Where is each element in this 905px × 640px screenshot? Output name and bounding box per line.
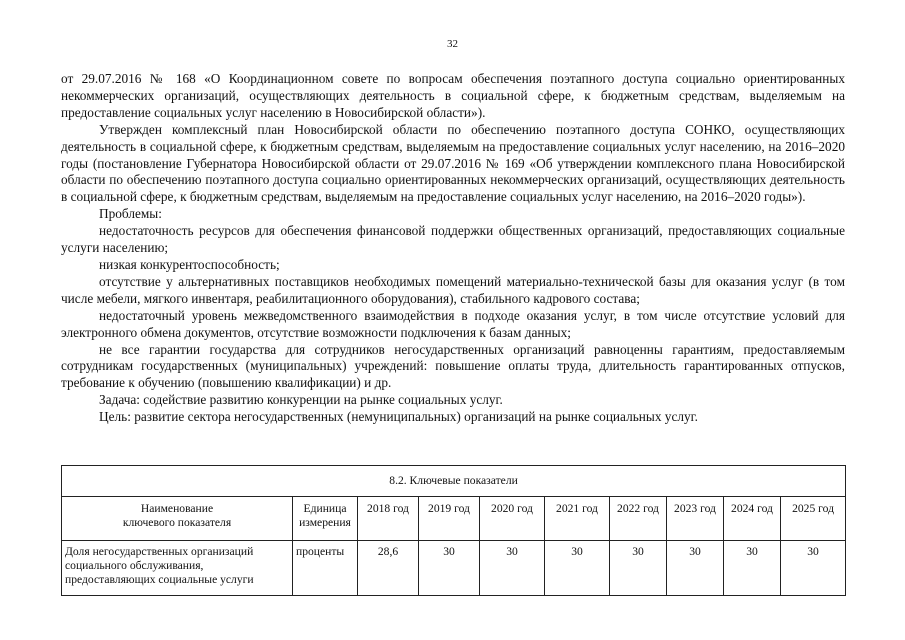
column-header-year: 2023 год <box>667 497 724 541</box>
paragraph: от 29.07.2016 № 168 «О Координационном совете по вопросам обеспечения поэтапного доступа социально ориентированных некоммерческих организаций, осуществляющих деятельность в социальной сфере, к бюджетным средствам, выделяемым на предоставление социальных услуг населению в Новосибирской области»). <box>61 71 845 120</box>
problems-heading: Проблемы: <box>99 206 162 222</box>
column-header-unit: Единица измерения <box>293 497 358 541</box>
column-header-name: Наименование ключевого показателя <box>62 497 293 541</box>
table-row <box>62 541 846 596</box>
problem-item: не все гарантии государства для сотрудников негосударственных организаций равноценны гарантиям, предоставляемым сотрудникам государственных (муниципальных) учреждений: повышение оплаты труда, длительность гарантированных отпусков, требование к обучению (повышению квалификации) и др. <box>61 341 845 391</box>
page-number: 32 <box>447 38 458 50</box>
column-header-year: 2025 год <box>781 497 846 541</box>
problem-item: недостаточность ресурсов для обеспечения финансовой поддержки общественных организаций, предоставляющих социальные услуги населению; <box>61 223 845 256</box>
goal-statement: Цель: развитие сектора негосударственных (немуниципальных) организаций на рынке социальных услуг. <box>99 409 698 425</box>
table-header-row <box>62 497 846 541</box>
column-header-year: 2021 год <box>545 497 610 541</box>
body-text <box>61 71 845 426</box>
indicator-value: 30 <box>419 541 480 596</box>
problem-item: недостаточный уровень межведомственного взаимодействия в подходе оказания услуг, в том числе отсутствие условий для электронного обмена документов, отсутствие возможности подключения к базам данных; <box>61 307 845 340</box>
problem-item: отсутствие у альтернативных поставщиков необходимых помещений материально-технической базы для оказания услуг (в том числе мебели, мягкого инвентаря, реабилитационного оборудования), стабильного кадрового состава; <box>61 273 845 306</box>
indicator-value: 30 <box>545 541 610 596</box>
column-header-year: 2020 год <box>480 497 545 541</box>
column-header-year: 2024 год <box>724 497 781 541</box>
key-indicators-table <box>61 465 846 596</box>
indicator-value: 30 <box>724 541 781 596</box>
problem-item: низкая конкурентоспособность; <box>99 256 280 272</box>
indicator-unit: проценты <box>293 541 358 596</box>
column-header-year: 2019 год <box>419 497 480 541</box>
indicator-name: Доля негосударственных организаций социального обслуживания, предоставляющих социальные услуги <box>62 541 293 596</box>
indicator-value: 30 <box>781 541 846 596</box>
column-header-year: 2018 год <box>358 497 419 541</box>
task-statement: Задача: содействие развитию конкуренции на рынке социальных услуг. <box>99 392 503 408</box>
indicator-value: 30 <box>667 541 724 596</box>
indicator-value: 30 <box>480 541 545 596</box>
indicator-value: 30 <box>610 541 667 596</box>
indicator-value: 28,6 <box>358 541 419 596</box>
column-header-year: 2022 год <box>610 497 667 541</box>
paragraph: Утвержден комплексный план Новосибирской области по обеспечению поэтапного доступа СОНКО, осуществляющих деятельность в социальной сфере, к бюджетным средствам, выделяемым на предоставление социальных услуг населению, на 2016–2020 годы (постановление Губернатора Новосибирской области от 29.07.2016 № 169 «Об утверждении комплексного плана Новосибирской области по обеспечению поэтапного доступа социально ориентированных некоммерческих организаций, осуществляющих деятельность в социальной сфере, к бюджетным средствам, выделяемым на предоставление социальных услуг населению, на 2016–2020 годы»). <box>61 121 845 205</box>
table-caption: 8.2. Ключевые показатели <box>62 466 846 497</box>
